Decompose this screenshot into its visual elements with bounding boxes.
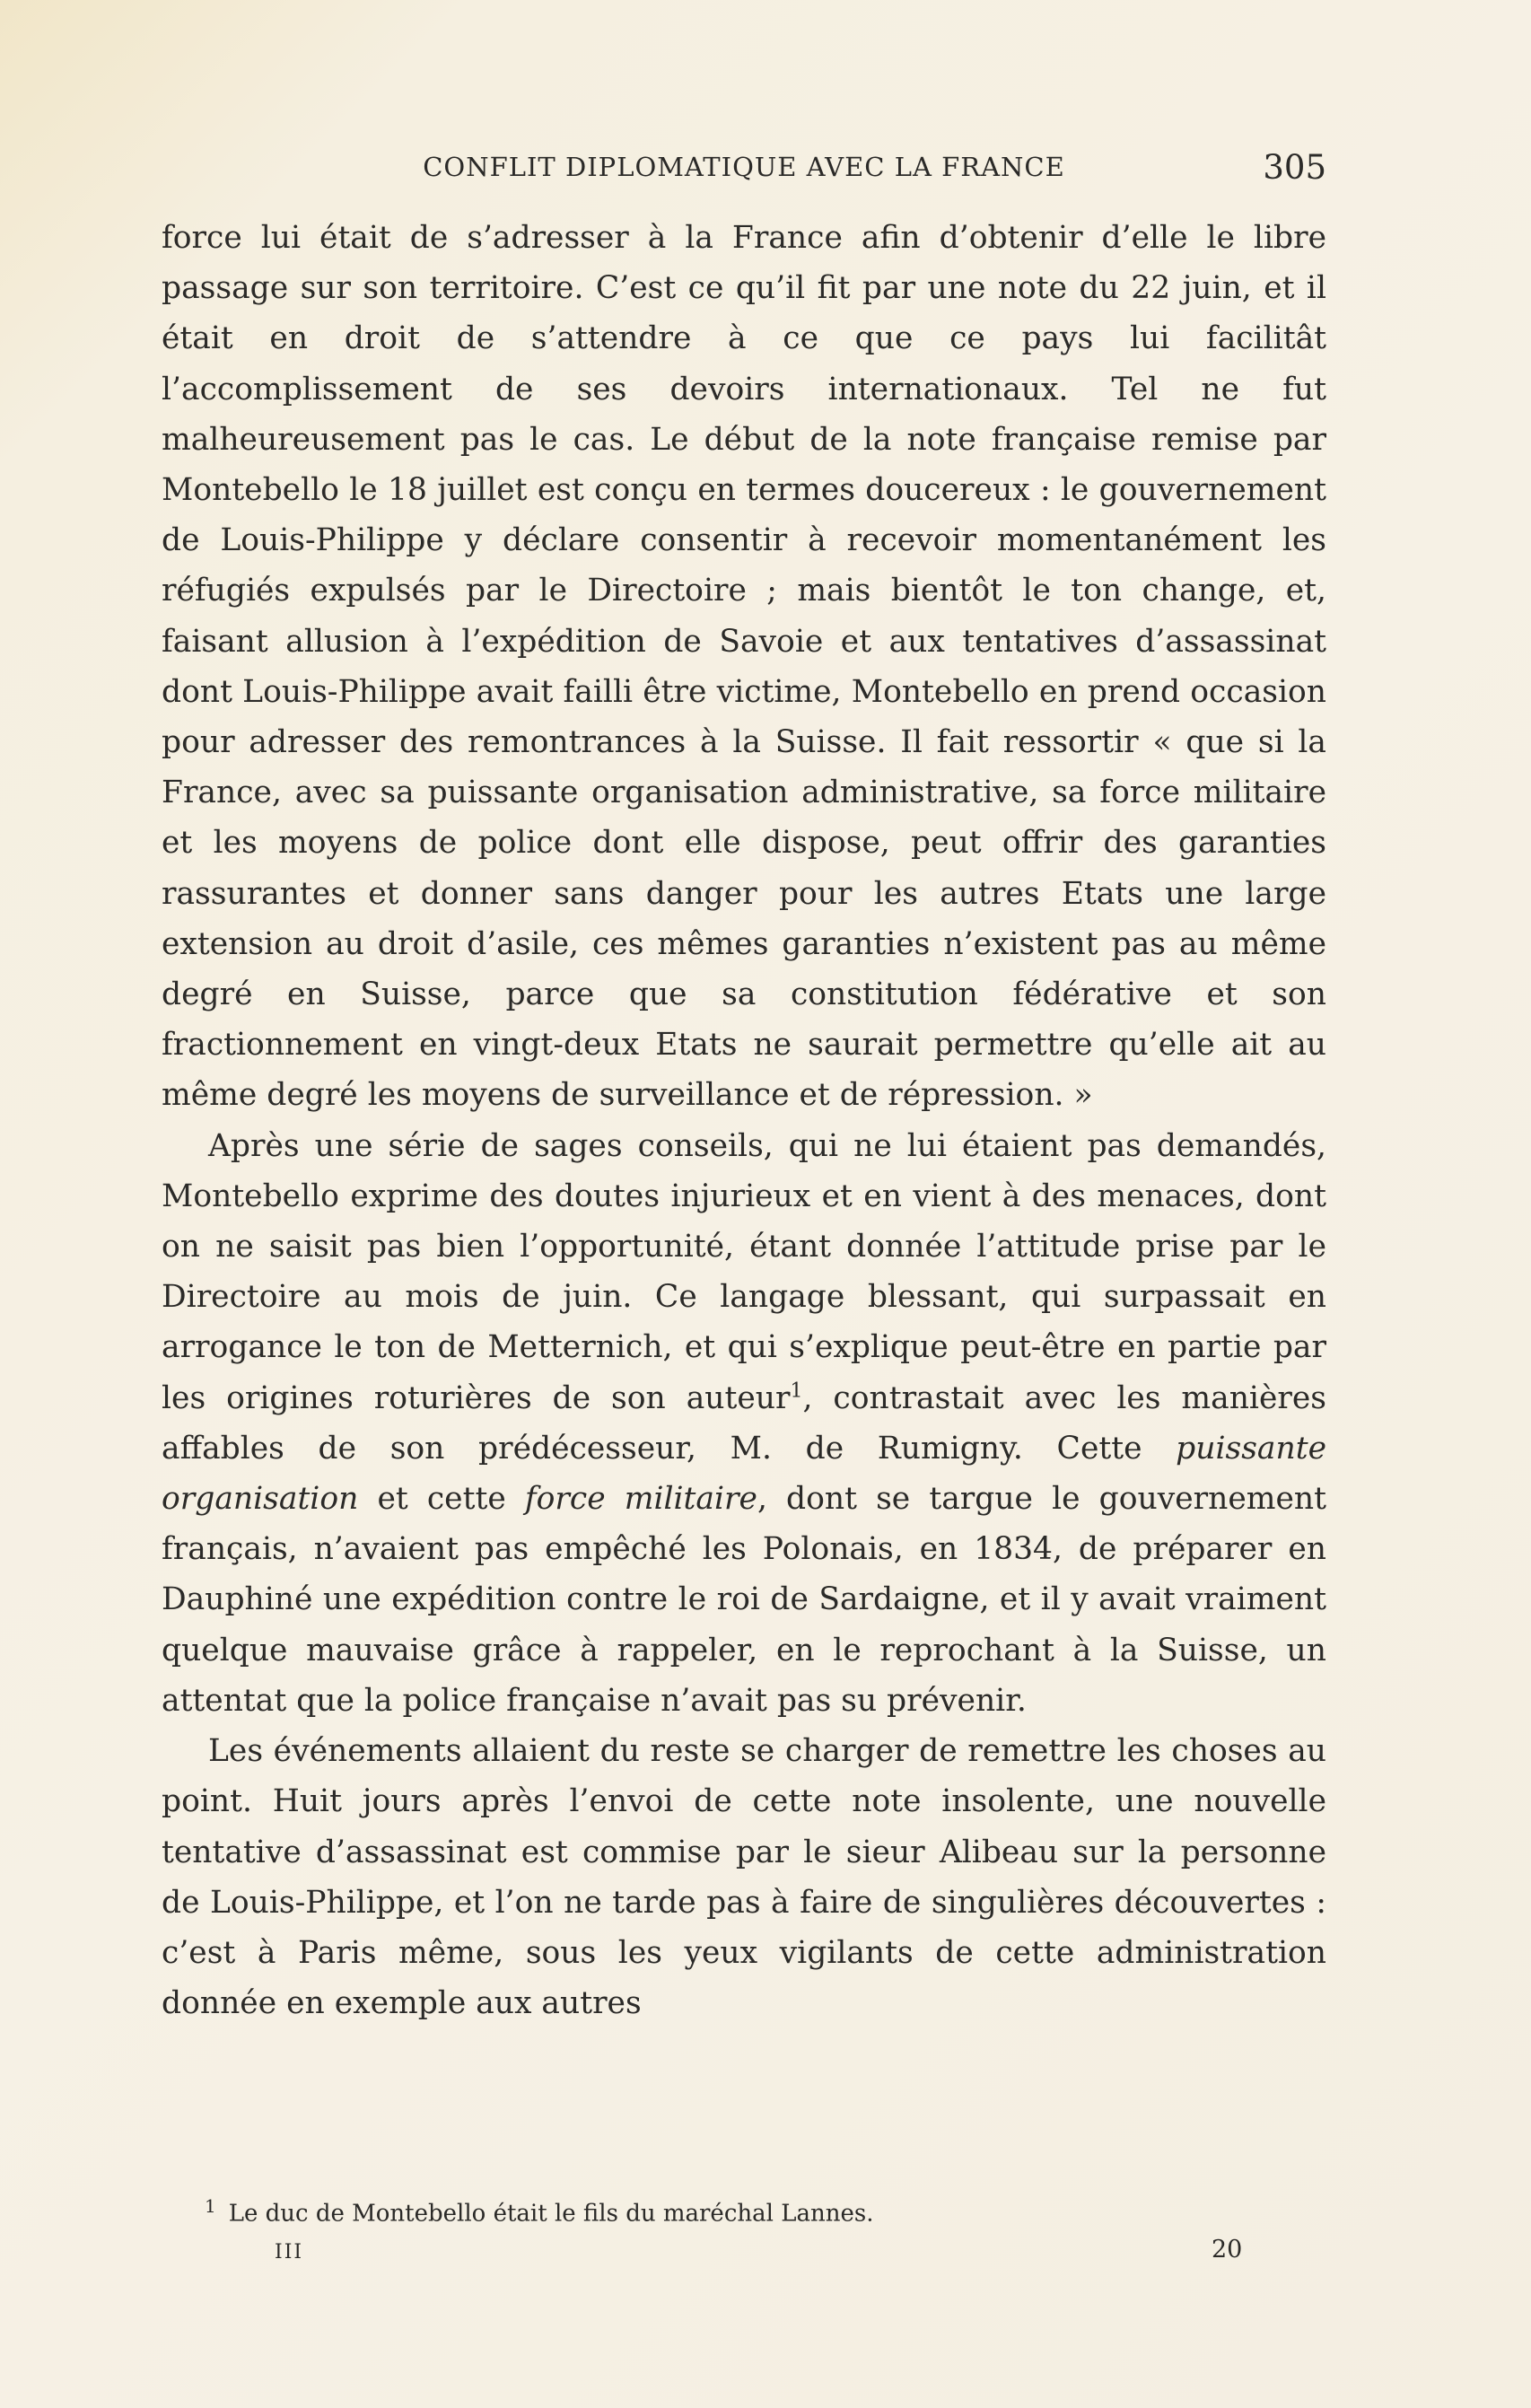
body-text: [162, 213, 1326, 2028]
footnote: [205, 2190, 1282, 2230]
signature-mark-left: III: [275, 2241, 304, 2264]
footnote-reference: 1: [790, 1379, 803, 1403]
paragraph-2-part-a: Après une série de sages conseils, qui ne lui étaient pas demandés, Montebello exprime des doutes injurieux et en vient à des menaces, dont on ne saisit pas bien l’opportunité, étant donnée l’attitude prise par le Directoire au mois de juin. Ce langage blessant, qui surpassait en arrogance le ton de Metternich, et qui s’explique peut-être en partie par les origines roturières de son auteur: [162, 1127, 1326, 1416]
page-number: 305: [1263, 148, 1326, 187]
paragraph-2: [162, 1121, 1326, 1726]
paragraph-1: force lui était de s’adresser à la France afin d’obtenir d’elle le libre passage sur son territoire. C’est ce qu’il fit par une note du 22 juin, et il était en droit de s’attendre à ce que ce pays lui facilitât l’accomplissement de ses devoirs internationaux. Tel ne fut malheureusement pas le cas. Le début de la note française remise par Montebello le 18 juillet est conçu en termes doucereux : le gouvernement de Louis-Philippe y déclare consentir à recevoir momentanément les réfugiés expulsés par le Directoire ; mais bientôt le ton change, et, faisant allusion à l’expédition de Savoie et aux tentatives d’assassinat dont Louis-Philippe avait failli être victime, Montebello en prend occasion pour adresser des remontrances à la Suisse. Il fait ressortir « que si la France, avec sa puissante organisation administrative, sa force militaire et les moyens de police dont elle dispose, peut offrir des garanties rassurantes et donner sans danger pour les autres Etats une large extension au droit d’asile, ces mêmes garanties n’existent pas au même degré en Suisse, parce que sa constitution fédérative et son fractionnement en vingt-deux Etats ne saurait permettre qu’elle ait au même degré les moyens de surveillance et de répression. »: [162, 220, 1326, 1114]
italic-phrase-organisation: puissante organisation: [162, 1430, 1326, 1518]
footnote-text: Le duc de Montebello était le fils du maréchal Lannes.: [228, 2200, 874, 2228]
running-title: CONFLIT DIPLOMATIQUE AVEC LA FRANCE: [423, 152, 1065, 182]
page-header: [162, 148, 1326, 193]
signature-mark-right: 20: [1212, 2236, 1243, 2264]
italic-phrase-force: force militaire: [524, 1481, 757, 1518]
paragraph-2-part-c: et cette: [358, 1481, 525, 1518]
paragraph-3: Les événements allaient du reste se charger de remettre les choses au point. Huit jours après l’envoi de cette note insolente, une nouvelle tentative d’assassinat est commise par le sieur Alibeau sur la personne de Louis-Philippe, et l’on ne tarde pas à faire de singulières découvertes : c’est à Paris même, sous les yeux vigilants de cette administration donnée en exemple aux autres: [162, 1733, 1326, 2022]
footnote-marker: 1: [205, 2195, 216, 2217]
paragraph-2-part-b: , contrastait avec les manières affables de son prédécesseur, M. de Rumigny. Cette: [162, 1379, 1326, 1467]
paragraph-2-part-d: , dont se targue le gouvernement français, n’avaient pas empêché les Polonais, en 1834, de préparer en Dauphiné une expédition contre le roi de Sardaigne, et il y avait vraiment quelque mauvaise grâce à rappeler, en le reprochant à la Suisse, un attentat que la police française n’avait pas su prévenir.: [162, 1481, 1326, 1719]
